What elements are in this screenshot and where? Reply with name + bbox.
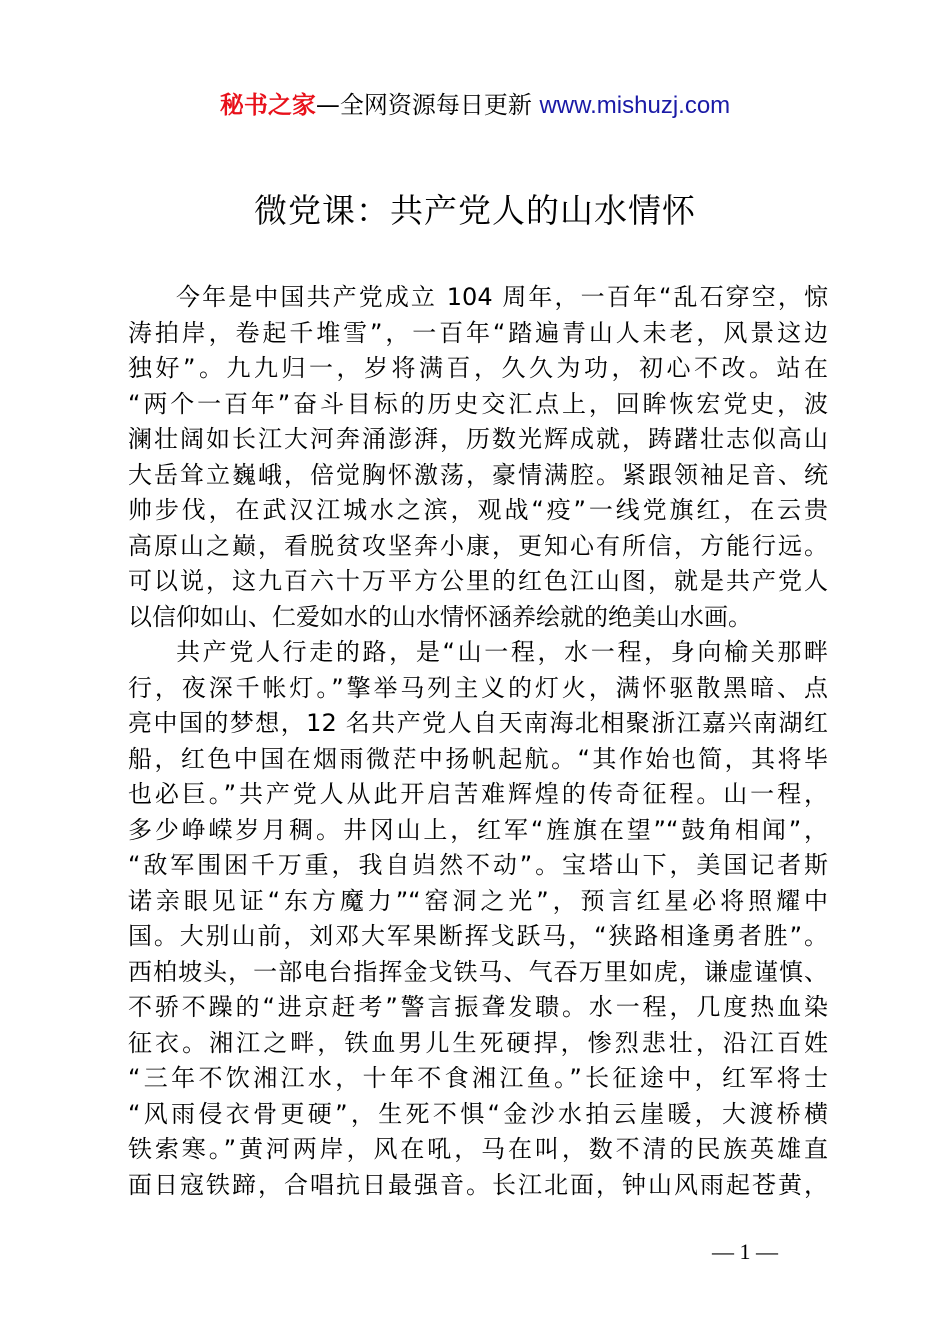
body-line: 船，红色中国在烟雨微茫中扬帆起航。“其作始也简，其将毕	[128, 744, 828, 773]
body-line: 涛拍岸，卷起千堆雪”，一百年“踏遍青山人未老，风景这边	[128, 318, 828, 347]
body-line: 西柏坡头，一部电台指挥金戈铁马、气吞万里如虎，谦虚谨慎、	[128, 957, 828, 986]
site-url-link[interactable]: www.mishuzj.com	[539, 92, 731, 119]
document-body	[128, 280, 828, 1203]
site-brand: 秘书之家	[219, 91, 316, 119]
body-line: 也必巨。”共产党人从此开启苦难辉煌的传奇征程。山一程，	[128, 780, 828, 808]
body-line: 铁索寒。”黄河两岸，风在吼，马在叫，数不清的民族英雄直	[128, 1135, 828, 1163]
body-line: “敌军围困千万重，我自岿然不动”。宝塔山下，美国记者斯	[128, 851, 828, 879]
body-line: 不骄不躁的“进京赶考”警言振聋发聩。水一程，几度热血染	[128, 993, 828, 1021]
body-line: 澜壮阔如长江大河奔涌澎湃，历数光辉成就，踌躇壮志似高山	[128, 425, 828, 453]
site-tagline: —全网资源每日更新	[315, 91, 540, 119]
body-line: 大岳耸立巍峨，倍觉胸怀激荡，豪情满腔。紧跟领袖足音、统	[128, 460, 828, 489]
body-line: 国。大别山前，刘邓大军果断挥戈跃马，“狭路相逢勇者胜”。	[128, 922, 828, 950]
body-line: 面日寇铁蹄，合唱抗日最强音。长江北面，钟山风雨起苍黄，	[128, 1170, 828, 1199]
body-line: “两个一百年”奋斗目标的历史交汇点上，回眸恢宏党史，波	[128, 389, 828, 418]
body-line: 帅步伐，在武汉江城水之滨，观战“疫”一线党旗红，在云贵	[128, 496, 828, 524]
body-line: 以信仰如山、仁爱如水的山水情怀涵养绘就的绝美山水画。	[128, 602, 752, 631]
body-line: 行，夜深千帐灯。”擎举马列主义的灯火，满怀驱散黑暗、点	[128, 673, 828, 702]
body-line: 亮中国的梦想，12 名共产党人自天南海北相聚浙江嘉兴南湖红	[128, 709, 828, 737]
body-line: 可以说，这九百六十万平方公里的红色江山图，就是共产党人	[128, 567, 828, 595]
body-line: 共产党人行走的路，是“山一程，水一程，身向榆关那畔	[176, 638, 828, 666]
body-line: 诺亲眼见证“东方魔力”“窑洞之光”，预言红星必将照耀中	[128, 886, 828, 915]
body-line: “三年不饮湘江水，十年不食湘江鱼。”长征途中，红军将士	[128, 1064, 828, 1092]
document-title: 微党课：共产党人的山水情怀	[254, 191, 696, 230]
page-number: — 1 —	[712, 1239, 778, 1264]
body-line: 征衣。湘江之畔，铁血男儿生死硬捍，惨烈悲壮，沿江百姓	[128, 1028, 828, 1057]
body-line: 高原山之巅，看脱贫攻坚奔小康，更知心有所信，方能行远。	[128, 531, 828, 560]
body-line: 多少峥嵘岁月稠。井冈山上，红军“旌旗在望”“鼓角相闻”，	[128, 815, 828, 844]
body-line: “风雨侵衣骨更硬”，生死不惧“金沙水拍云崖暖，大渡桥横	[128, 1099, 828, 1128]
body-line: 独好”。九九归一，岁将满百，久久为功，初心不改。站在	[128, 354, 828, 382]
site-header	[0, 88, 950, 123]
body-line: 今年是中国共产党成立 104 周年，一百年“乱石穿空，惊	[176, 283, 828, 311]
